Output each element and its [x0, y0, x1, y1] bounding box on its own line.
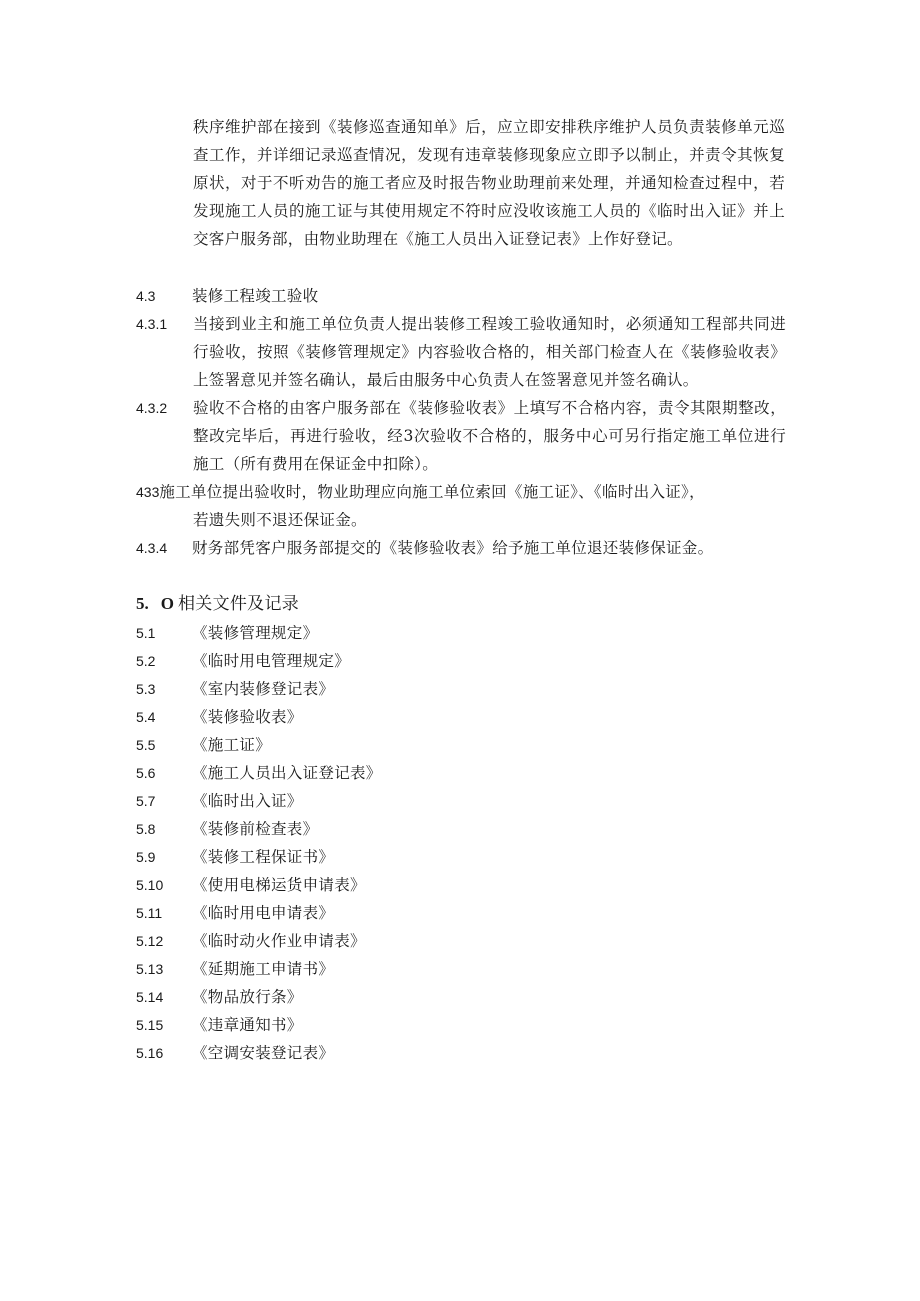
list-item: [136, 927, 786, 955]
clause-text: 财务部凭客户服务部提交的《装修验收表》给予施工单位退还装修保证金。: [192, 539, 714, 557]
item-text: 《装修前检查表》: [192, 820, 319, 838]
list-item: [136, 843, 786, 871]
item-text: 《装修管理规定》: [192, 624, 319, 642]
section-number: 5.: [136, 594, 149, 613]
list-item: [136, 787, 786, 815]
item-number: 5.8: [136, 821, 156, 837]
clause-number: 4.3.1: [136, 316, 168, 332]
clause-433-continuation: [193, 506, 785, 534]
item-text: 《施工证》: [192, 736, 272, 754]
clause-text: 验收不合格的由客户服务部在《装修验收表》上填写不合格内容，责令其限期整改，整改完毕后，再进行验收，经3次验收不合格的，服务中心可另行指定施工单位进行施工（所有费用在保证金中扣除）。: [193, 399, 786, 473]
intro-paragraph: 秩序维护部在接到《装修巡查通知单》后，应立即安排秩序维护人员负责装修单元巡查工作，并详细记录巡查情况，发现有违章装修现象应立即予以制止，并责令其恢复原状，对于不听劝告的施工者应及时报告物业助理前来处理，并通知检查过程中，若发现施工人员的施工证与其使用规定不符时应没收该施工人员的《临时出入证》并上交客户服务部，由物业助理在《施工人员出入证登记表》上作好登记。: [193, 118, 785, 248]
item-text: 《物品放行条》: [192, 988, 303, 1006]
list-item: [136, 1039, 786, 1067]
item-number: 5.1: [136, 625, 156, 641]
item-text: 《临时出入证》: [192, 792, 303, 810]
section-number: 4.3: [136, 288, 156, 304]
list-item: [136, 899, 786, 927]
clause-text: 当接到业主和施工单位负责人提出装修工程竣工验收通知时，必须通知工程部共同进行验收，按照《装修管理规定》内容验收合格的，相关部门检查人在《装修验收表》上签署意见并签名确认，最后由服务中心负责人在签署意见并签名确认。: [193, 315, 786, 389]
clause-4-3-2: [136, 394, 786, 478]
section-4-3-heading: [136, 282, 786, 310]
list-item: [136, 983, 786, 1011]
item-number: 5.10: [136, 877, 164, 893]
list-item: [136, 619, 786, 647]
item-text: 《临时用电管理规定》: [192, 652, 351, 670]
item-text: 《使用电梯运货申请表》: [192, 876, 366, 894]
item-number: 5.6: [136, 765, 156, 781]
section-5-heading: [136, 589, 299, 619]
clause-4-3-1: [136, 310, 786, 394]
item-number: 5.4: [136, 709, 156, 725]
item-text: 《室内装修登记表》: [192, 680, 335, 698]
item-text: 《施工人员出入证登记表》: [192, 764, 382, 782]
list-item: [136, 815, 786, 843]
item-number: 5.3: [136, 681, 156, 697]
item-number: 5.16: [136, 1045, 164, 1061]
item-number: 5.13: [136, 961, 164, 977]
clause-text-line1: 施工单位提出验收时，物业助理应向施工单位索回《施工证》、《临时出入证》，: [159, 483, 705, 501]
item-number: 5.5: [136, 737, 156, 753]
item-text: 《空调安装登记表》: [192, 1044, 335, 1062]
item-text: 《临时用电申请表》: [192, 904, 335, 922]
clause-4-3-4: [136, 534, 786, 562]
list-item: [136, 647, 786, 675]
list-item: [136, 703, 786, 731]
clause-433: [136, 478, 786, 506]
section-title: 装修工程竣工验收: [192, 287, 319, 305]
list-item: [136, 871, 786, 899]
item-number: 5.9: [136, 849, 156, 865]
item-number: 5.7: [136, 793, 156, 809]
item-text: 《临时动火作业申请表》: [192, 932, 366, 950]
item-text: 《违章通知书》: [192, 1016, 303, 1034]
item-number: 5.11: [136, 905, 163, 921]
clause-text-line2: 若遗失则不退还保证金。: [193, 511, 367, 529]
item-number: 5.12: [136, 933, 164, 949]
clause-number: 433: [136, 484, 160, 500]
section-title: 相关文件及记录: [177, 594, 300, 614]
item-number: 5.14: [136, 989, 164, 1005]
list-item: [136, 731, 786, 759]
item-text: 《装修验收表》: [192, 708, 303, 726]
clause-number: 4.3.2: [136, 400, 168, 416]
item-number: 5.15: [136, 1017, 164, 1033]
item-text: 《延期施工申请书》: [192, 960, 335, 978]
list-item: [136, 955, 786, 983]
item-number: 5.2: [136, 653, 156, 669]
list-item: [136, 1011, 786, 1039]
clause-number: 4.3.4: [136, 540, 168, 556]
list-item: [136, 759, 786, 787]
item-text: 《装修工程保证书》: [192, 848, 335, 866]
list-item: [136, 675, 786, 703]
section-number-suffix: O: [160, 594, 174, 613]
